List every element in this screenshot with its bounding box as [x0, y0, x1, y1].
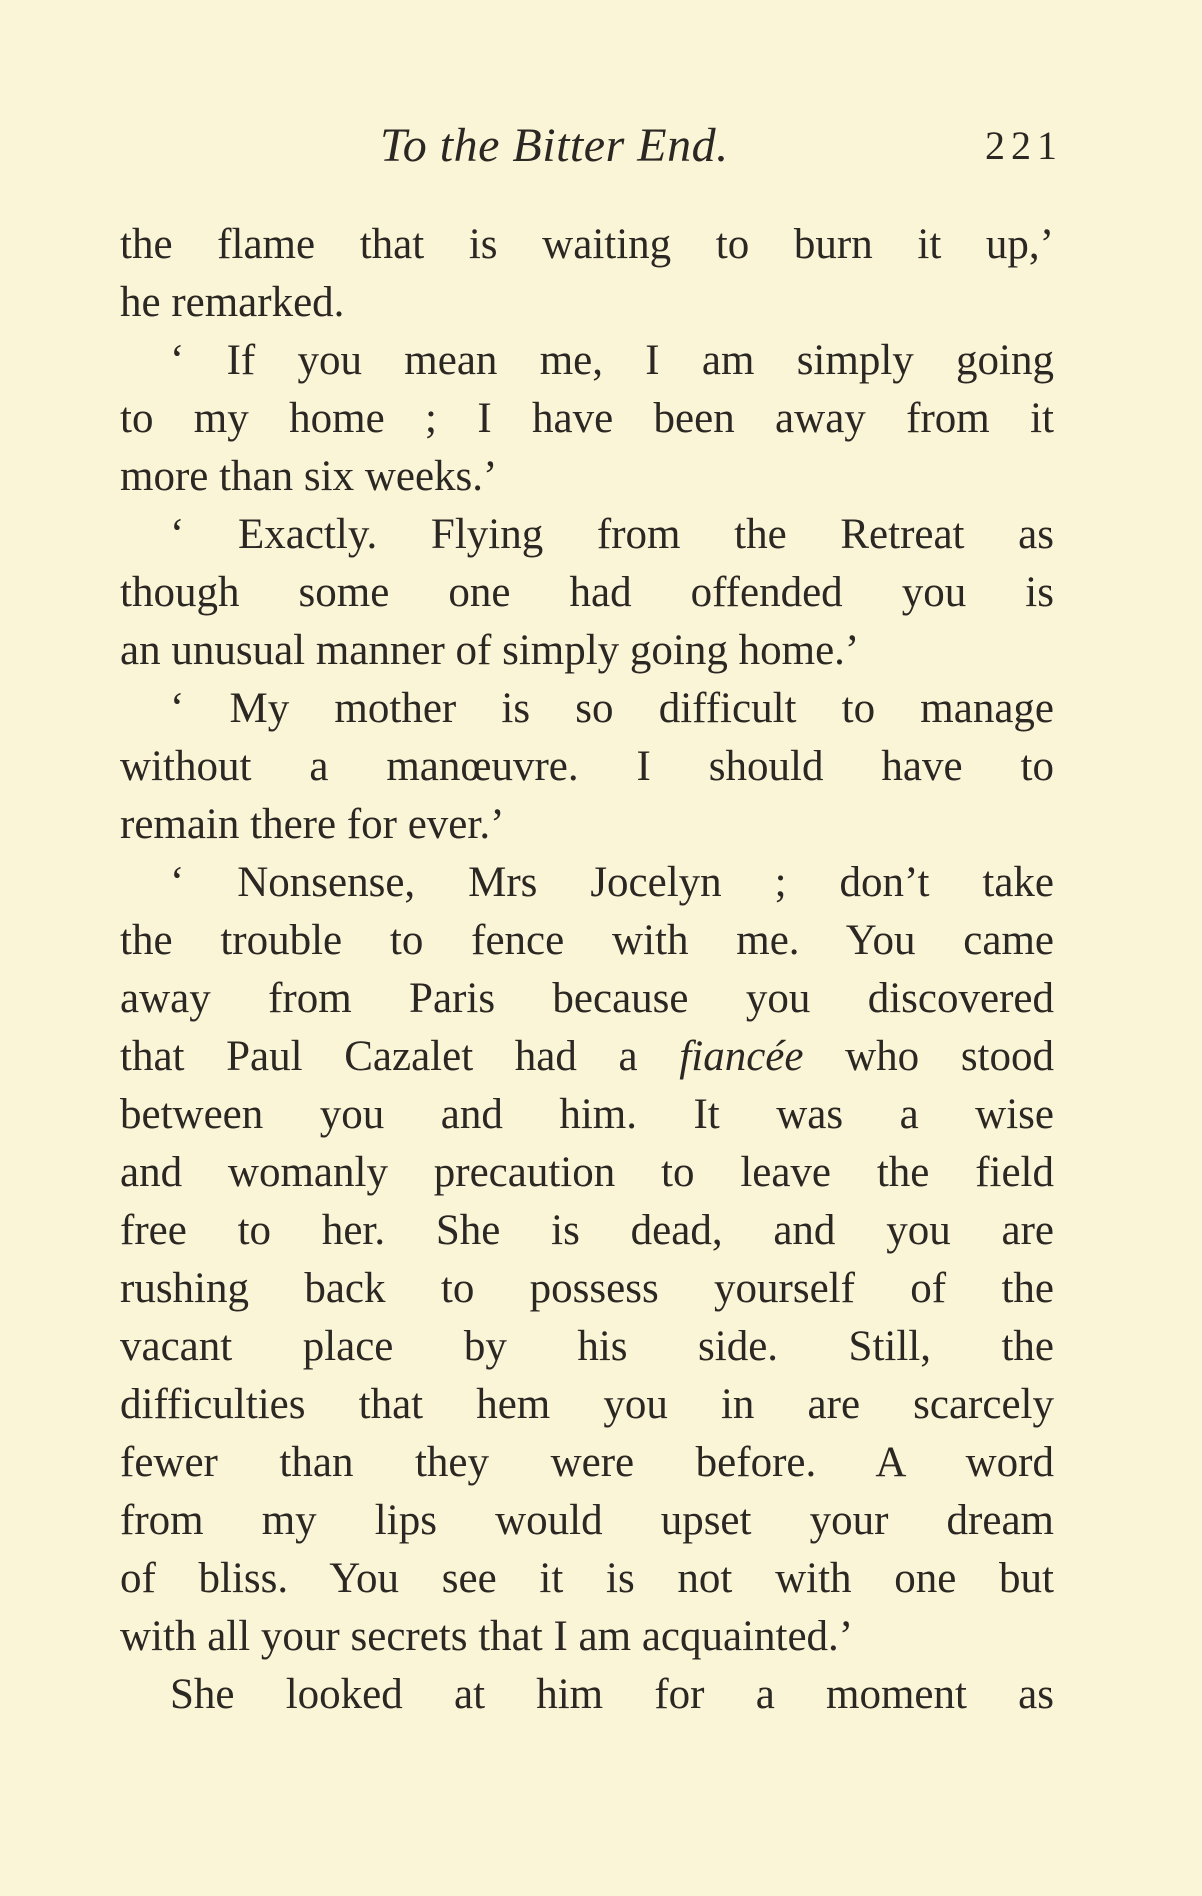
text-line: though some one had offended you is	[120, 569, 1054, 616]
text-segment: that Paul Cazalet had a	[120, 1033, 680, 1080]
text-line: from my lips would upset your dream	[120, 1497, 1054, 1544]
running-header	[0, 118, 1202, 178]
text-line: difficulties that hem you in are scarcely	[120, 1381, 1054, 1428]
italic-word: fiancée	[679, 1033, 804, 1080]
text-line: the trouble to fence with me. You came	[120, 917, 1054, 964]
text-line: fewer than they were before. A word	[120, 1439, 1054, 1486]
text-line: ‘ My mother is so difficult to manage	[170, 685, 1054, 732]
text-line: free to her. She is dead, and you are	[120, 1207, 1054, 1254]
text-line: ‘ If you mean me, I am simply going	[170, 337, 1054, 384]
text-line: with all your secrets that I am acquainted.’	[120, 1613, 854, 1660]
text-line: of bliss. You see it is not with one but	[120, 1555, 1054, 1602]
text-line	[120, 1028, 1054, 1086]
page-number: 221	[985, 123, 1063, 168]
text-line: to my home ; I have been away from it	[120, 395, 1054, 442]
body-text	[120, 216, 1054, 1724]
text-line: vacant place by his side. Still, the	[120, 1323, 1054, 1370]
text-line: without a manœuvre. I should have to	[120, 743, 1054, 790]
text-line: between you and him. It was a wise	[120, 1091, 1054, 1138]
text-segment: who stood	[803, 1033, 1054, 1080]
text-line: and womanly precaution to leave the field	[120, 1149, 1054, 1196]
text-line: an unusual manner of simply going home.’	[120, 627, 860, 674]
text-line: rushing back to possess yourself of the	[120, 1265, 1054, 1312]
text-line: ‘ Nonsense, Mrs Jocelyn ; don’t take	[170, 859, 1054, 906]
text-line: remain there for ever.’	[120, 801, 505, 848]
text-line: he remarked.	[120, 279, 345, 326]
text-line: the flame that is waiting to burn it up,’	[120, 221, 1054, 268]
text-line: ‘ Exactly. Flying from the Retreat as	[170, 511, 1054, 558]
running-title: To the Bitter End.	[380, 119, 729, 172]
text-line: She looked at him for a moment as	[170, 1671, 1054, 1718]
text-line: more than six weeks.’	[120, 453, 498, 500]
text-line: away from Paris because you discovered	[120, 975, 1054, 1022]
